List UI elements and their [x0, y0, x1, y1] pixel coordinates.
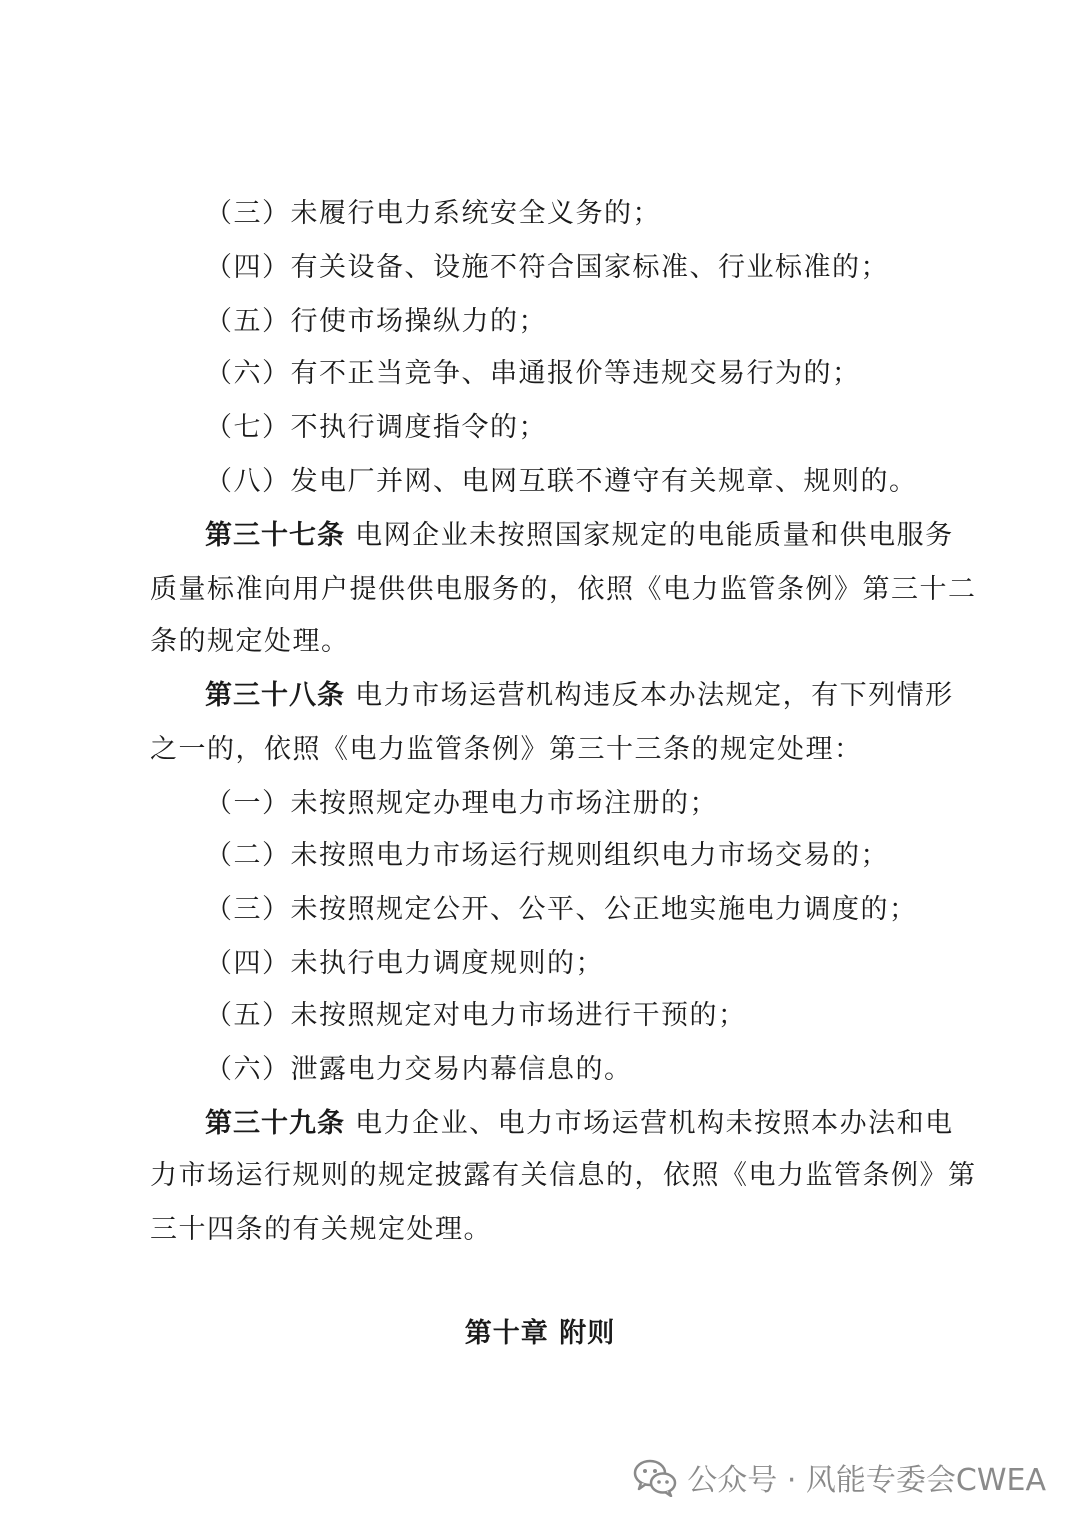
watermark	[633, 1455, 1046, 1499]
list-item: （六）有不正当竞争、串通报价等违规交易行为的；	[205, 358, 861, 389]
article-37-text: 电网企业未按照国家规定的电能质量和供电服务	[355, 520, 954, 551]
chapter-title: 第十章 附则	[464, 1318, 616, 1349]
list-item: （五）未按照规定对电力市场进行干预的；	[205, 1000, 747, 1031]
list-item: （四）有关设备、设施不符合国家标准、行业标准的；	[205, 252, 889, 283]
article-39-line-2: 力市场运行规则的规定披露有关信息的，依照《电力监管条例》第	[150, 1160, 977, 1191]
list-item: （四）未执行电力调度规则的；	[205, 948, 604, 979]
list-item: （三）未履行电力系统安全义务的；	[205, 198, 661, 229]
article-38-paragraph-line	[205, 678, 995, 714]
list-item: （五）行使市场操纵力的；	[205, 306, 547, 337]
article-38-text: 电力市场运营机构违反本办法规定，有下列情形	[355, 680, 954, 711]
list-item: （一）未按照规定办理电力市场注册的；	[205, 788, 718, 819]
article-38-label: 第三十八条	[205, 680, 345, 711]
article-39-label: 第三十九条	[205, 1108, 345, 1139]
wechat-icon	[633, 1457, 677, 1497]
article-39-text: 电力企业、电力市场运营机构未按照本办法和电	[355, 1108, 954, 1139]
article-37-paragraph-line	[205, 518, 995, 554]
list-item: （八）发电厂并网、电网互联不遵守有关规章、规则的。	[205, 466, 918, 497]
article-37-label: 第三十七条	[205, 520, 345, 551]
watermark-text: 公众号 · 风能专委会CWEA	[687, 1463, 1046, 1498]
article-37-line-2: 质量标准向用户提供供电服务的，依照《电力监管条例》第三十二	[150, 574, 977, 605]
article-38-line-2: 之一的，依照《电力监管条例》第三十三条的规定处理：	[150, 734, 863, 765]
list-item: （七）不执行调度指令的；	[205, 412, 547, 443]
article-37-line-3: 条的规定处理。	[150, 626, 350, 657]
list-item: （三）未按照规定公开、公平、公正地实施电力调度的；	[205, 894, 918, 925]
article-39-paragraph-line	[205, 1106, 995, 1142]
list-item: （六）泄露电力交易内幕信息的。	[205, 1054, 633, 1085]
list-item: （二）未按照电力市场运行规则组织电力市场交易的；	[205, 840, 889, 871]
article-39-line-3: 三十四条的有关规定处理。	[150, 1214, 492, 1245]
